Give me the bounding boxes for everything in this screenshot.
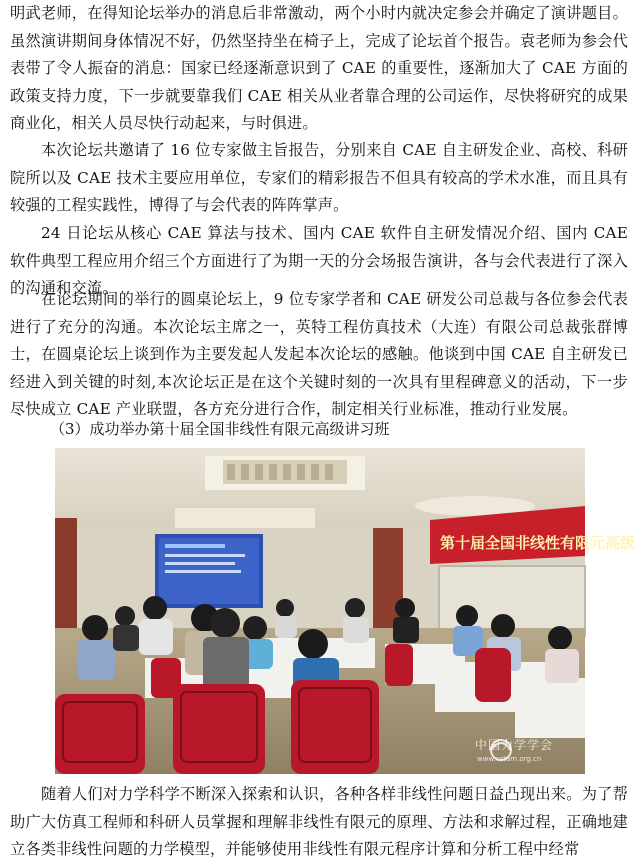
paragraph-1: 明武老师，在得知论坛举办的消息后非常激动，两个小时内就决定参会并确定了演讲题目。虽然演讲期间身体情况不好，仍然坚持坐在椅子上，完成了论坛首个报告。袁老师为参会代表带了令人振奋的消息：国家已经逐渐意识到了 CAE 的重要性，逐渐加大了 CAE 方面的政策支持力度，下一步就要靠我们 CAE 相关从业者靠合理的公司运作，尽快将研究的成果商业化，相关人员尽快行动起来，与时俱进。 bbox=[10, 4, 628, 132]
section-heading: （3）成功举办第十届全国非线性有限元高级讲习班 bbox=[50, 420, 390, 438]
paragraph-4: 在论坛期间的举行的圆桌论坛上，9 位专家学者和 CAE 研发公司总裁与各位参会代表进行了充分的沟通。本次论坛主席之一，英特工程仿真技术（大连）有限公司总裁张群博士，在圆桌论坛上谈到作为主要发起人发起本次论坛的感触。他谈到中国 CAE 自主研发已经进入到关键的时刻,本次论坛正是在这个关键时刻的一次具有里程碑意义的活动，下一步尽快成立 CAE 产业联盟，各方充分进行合作，制定相关行业标准，推动行业发展。 bbox=[10, 290, 628, 418]
paragraph-5: 随着人们对力学科学不断深入探索和认识，各种各样非线性问题日益凸现出来。为了帮助广大仿真工程师和科研人员掌握和理解非线性有限元的原理、方法和求解过程，正确地建立各类非线性问题的力学模型，并能够使用非线性有限元程序计算和分析工程中经常 bbox=[10, 785, 628, 858]
watermark-name: 中国力学学会 bbox=[475, 738, 554, 752]
watermark-url: www.cstam.org.cn bbox=[477, 755, 542, 763]
conference-photo bbox=[55, 448, 636, 774]
paragraph-2: 本次论坛共邀请了 16 位专家做主旨报告，分别来自 CAE 自主研发企业、高校、科研院所以及 CAE 技术主要应用单位，专家们的精彩报告不但具有较高的学术水准，而且具有较强的工程实践性，博得了与会代表的阵阵掌声。 bbox=[10, 141, 628, 214]
paragraph-3: 24 日论坛从核心 CAE 算法与技术、国内 CAE 软件自主研发情况介绍、国内 CAE 软件典型工程应用介绍三个方面进行了为期一天的分会场报告演讲，各与会代表进行了深入的沟通和交流。 bbox=[10, 224, 628, 297]
banner-text: 第十届全国非线性有限元高级 bbox=[440, 534, 636, 552]
